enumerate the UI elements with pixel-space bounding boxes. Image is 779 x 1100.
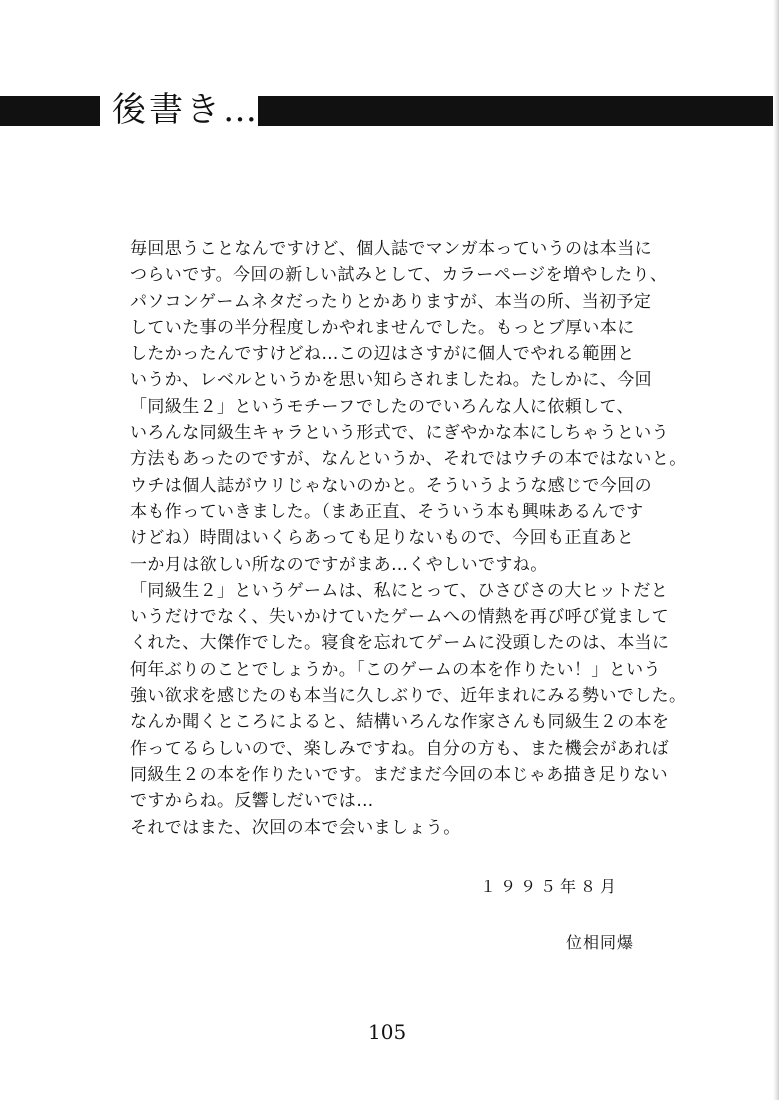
body-line: なんか聞くところによると、結構いろんな作家さんも同級生２の本を [130, 712, 670, 733]
body-line: 強い欲求を感じたのも本当に久しぶりで、近年まれにみる勢いでした。 [130, 686, 687, 707]
body-line: いろんな同級生キャラという形式で、にぎやかな本にしちゃうという [130, 423, 670, 444]
page-title: 後書き… [112, 90, 260, 130]
body-line: それではまた、次回の本で会いましょう。 [130, 817, 461, 838]
body-line: いうか、レベルというかを思い知らされましたね。たしかに、今回 [130, 370, 652, 391]
body-line: 作ってるらしいので、楽しみですね。自分の方も、また機会があれば [130, 738, 670, 759]
body-line: けどね）時間はいくらあっても足りないもので、今回も正直あと [130, 528, 635, 549]
body-line: したかったんですけどね…この辺はさすがに個人でやれる範囲と [130, 344, 635, 365]
header-bar-left [0, 96, 100, 126]
author-name: 位相同爆 [566, 933, 635, 952]
body-line: 一か月は欲しい所なのですがまあ…くやしいですね。 [130, 554, 548, 575]
body-line: 本も作っていきました。（まあ正直、そういう本も興味あるんです [130, 501, 644, 522]
body-line: 「同級生２」というゲームは、私にとって、ひさびさの大ヒットだと [130, 580, 669, 601]
body-line: 同級生２の本を作りたいです。まだまだ今回の本じゃあ描き足りない [130, 764, 669, 785]
body-line: 何年ぶりのことでしょうか。「このゲームの本を作りたい！」という [130, 659, 661, 680]
page-number: 105 [368, 1020, 407, 1044]
body-line: 方法もあったのですが、なんというか、それではウチの本ではないと。 [130, 449, 687, 470]
body-line: ですからね。反響しだいでは… [130, 791, 374, 812]
body-line: つらいです。今回の新しい試みとして、カラーページを増やしたり、 [130, 265, 668, 286]
body-line: 毎回思うことなんですけど、個人誌でマンガ本っていうのは本当に [130, 239, 652, 259]
scan-edge [773, 0, 779, 1100]
header-bar-right [258, 96, 779, 126]
body-line: いうだけでなく、失いかけていたゲームへの情熱を再び呼び覚まして [130, 607, 670, 628]
body-line: パソコンゲームネタだったりとかありますが、本当の所、当初予定 [130, 291, 652, 312]
afterword-body [130, 236, 730, 841]
body-line: 「同級生２」というモチーフでしたのでいろんな人に依頼して、 [130, 396, 634, 417]
body-line: ウチは個人誌がウリじゃないのかと。そういうような感じで今回の [130, 475, 652, 496]
body-line: していた事の半分程度しかやれませんでした。もっとブ厚い本に [130, 317, 635, 338]
date: １９９５年８月 [480, 877, 621, 896]
body-line: くれた、大傑作でした。寝食を忘れてゲームに没頭したのは、本当に [130, 633, 670, 654]
